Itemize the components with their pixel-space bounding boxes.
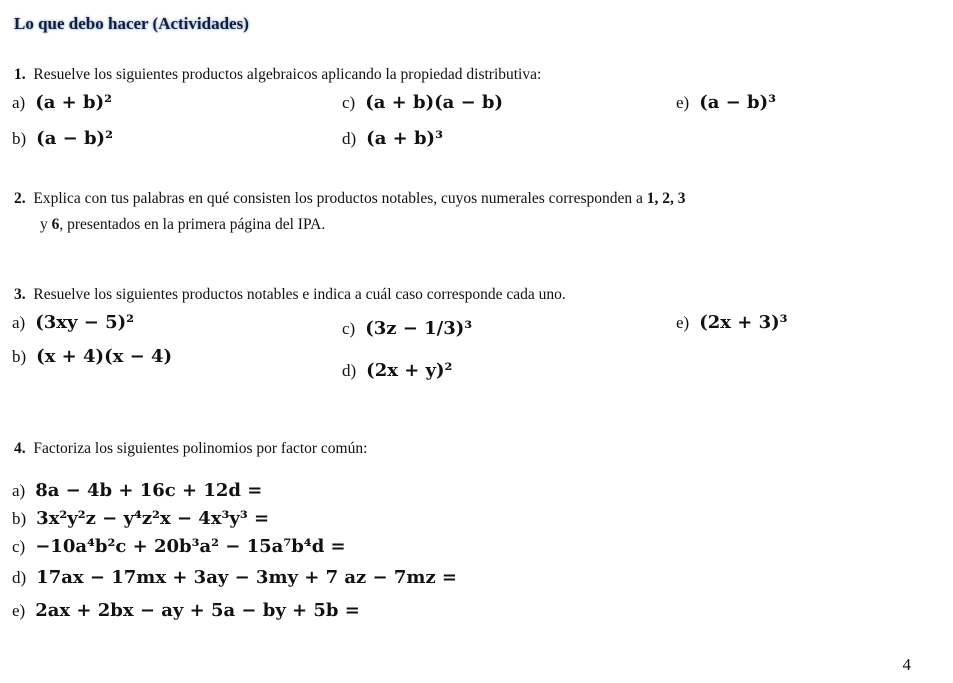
q3-expr-e: (2x + 3)³ bbox=[699, 312, 788, 333]
q4-item-b bbox=[12, 508, 269, 529]
item-label: a) bbox=[12, 93, 26, 112]
question-2-text-b1: y bbox=[40, 216, 48, 233]
item-label: d) bbox=[342, 129, 357, 148]
question-1 bbox=[14, 66, 541, 84]
q3-expr-a: (3xy − 5)² bbox=[35, 312, 134, 333]
item-label: e) bbox=[12, 601, 26, 620]
section-title: Lo que debo hacer (Actividades) bbox=[14, 14, 249, 33]
q1-expr-e: (a − b)³ bbox=[699, 92, 776, 113]
question-1-text: Resuelve los siguientes productos algebraicos aplicando la propiedad distributiva: bbox=[33, 66, 542, 83]
q4-expr-c: −10a⁴b²c + 20b³a² − 15a⁷b⁴d = bbox=[35, 536, 346, 557]
q1-item-d bbox=[342, 128, 443, 149]
q3-item-e bbox=[676, 312, 788, 333]
item-label: d) bbox=[12, 568, 27, 587]
question-2-num-6: 6 bbox=[51, 216, 60, 233]
q1-expr-a: (a + b)² bbox=[35, 92, 112, 113]
item-label: b) bbox=[12, 347, 27, 366]
q4-expr-e: 2ax + 2bx − ay + 5a − by + 5b = bbox=[35, 600, 360, 621]
question-2-text-b2: , presentados en la primera página del IPA. bbox=[59, 216, 326, 233]
question-1-number: 1. bbox=[14, 66, 26, 83]
q4-expr-a: 8a − 4b + 16c + 12d = bbox=[35, 480, 263, 501]
q3-item-d bbox=[342, 360, 452, 381]
q4-item-a bbox=[12, 480, 262, 501]
question-4-number: 4. bbox=[14, 440, 26, 457]
question-2 bbox=[14, 190, 686, 208]
q1-expr-b: (a − b)² bbox=[36, 128, 113, 149]
q1-item-b bbox=[12, 128, 113, 149]
q3-item-c bbox=[342, 318, 472, 339]
q1-item-c bbox=[342, 92, 503, 113]
q3-item-a bbox=[12, 312, 134, 333]
item-label: c) bbox=[12, 537, 26, 556]
question-2-continued bbox=[40, 216, 325, 234]
question-2-nums: 1, 2, 3 bbox=[646, 190, 686, 207]
item-label: d) bbox=[342, 361, 357, 380]
question-2-text: Explica con tus palabras en qué consisten los productos notables, cuyos numerales corresponden a bbox=[33, 190, 643, 207]
q3-expr-c: (3z − 1/3)³ bbox=[365, 318, 473, 339]
item-label: e) bbox=[676, 93, 690, 112]
q1-item-a bbox=[12, 92, 112, 113]
page-number: 4 bbox=[902, 655, 911, 674]
item-label: a) bbox=[12, 481, 26, 500]
q1-expr-d: (a + b)³ bbox=[366, 128, 443, 149]
item-label: b) bbox=[12, 129, 27, 148]
item-label: a) bbox=[12, 313, 26, 332]
q1-item-e bbox=[676, 92, 776, 113]
q4-item-d bbox=[12, 567, 457, 588]
item-label: b) bbox=[12, 509, 27, 528]
question-3-number: 3. bbox=[14, 286, 26, 303]
q4-item-e bbox=[12, 600, 360, 621]
q1-expr-c: (a + b)(a − b) bbox=[365, 92, 504, 113]
item-label: c) bbox=[342, 93, 356, 112]
question-3 bbox=[14, 286, 566, 304]
q3-item-b bbox=[12, 346, 172, 367]
question-4-text: Factoriza los siguientes polinomios por factor común: bbox=[33, 440, 368, 457]
q3-expr-b: (x + 4)(x − 4) bbox=[36, 346, 172, 367]
item-label: c) bbox=[342, 319, 356, 338]
q4-expr-d: 17ax − 17mx + 3ay − 3my + 7 az − 7mz = bbox=[36, 567, 458, 588]
question-3-text: Resuelve los siguientes productos notables e indica a cuál caso corresponde cada uno. bbox=[33, 286, 566, 303]
question-2-number: 2. bbox=[14, 190, 26, 207]
question-4 bbox=[14, 440, 367, 458]
q3-expr-d: (2x + y)² bbox=[366, 360, 453, 381]
item-label: e) bbox=[676, 313, 690, 332]
q4-item-c bbox=[12, 536, 346, 557]
q4-expr-b: 3x²y²z − y⁴z²x − 4x³y³ = bbox=[36, 508, 270, 529]
